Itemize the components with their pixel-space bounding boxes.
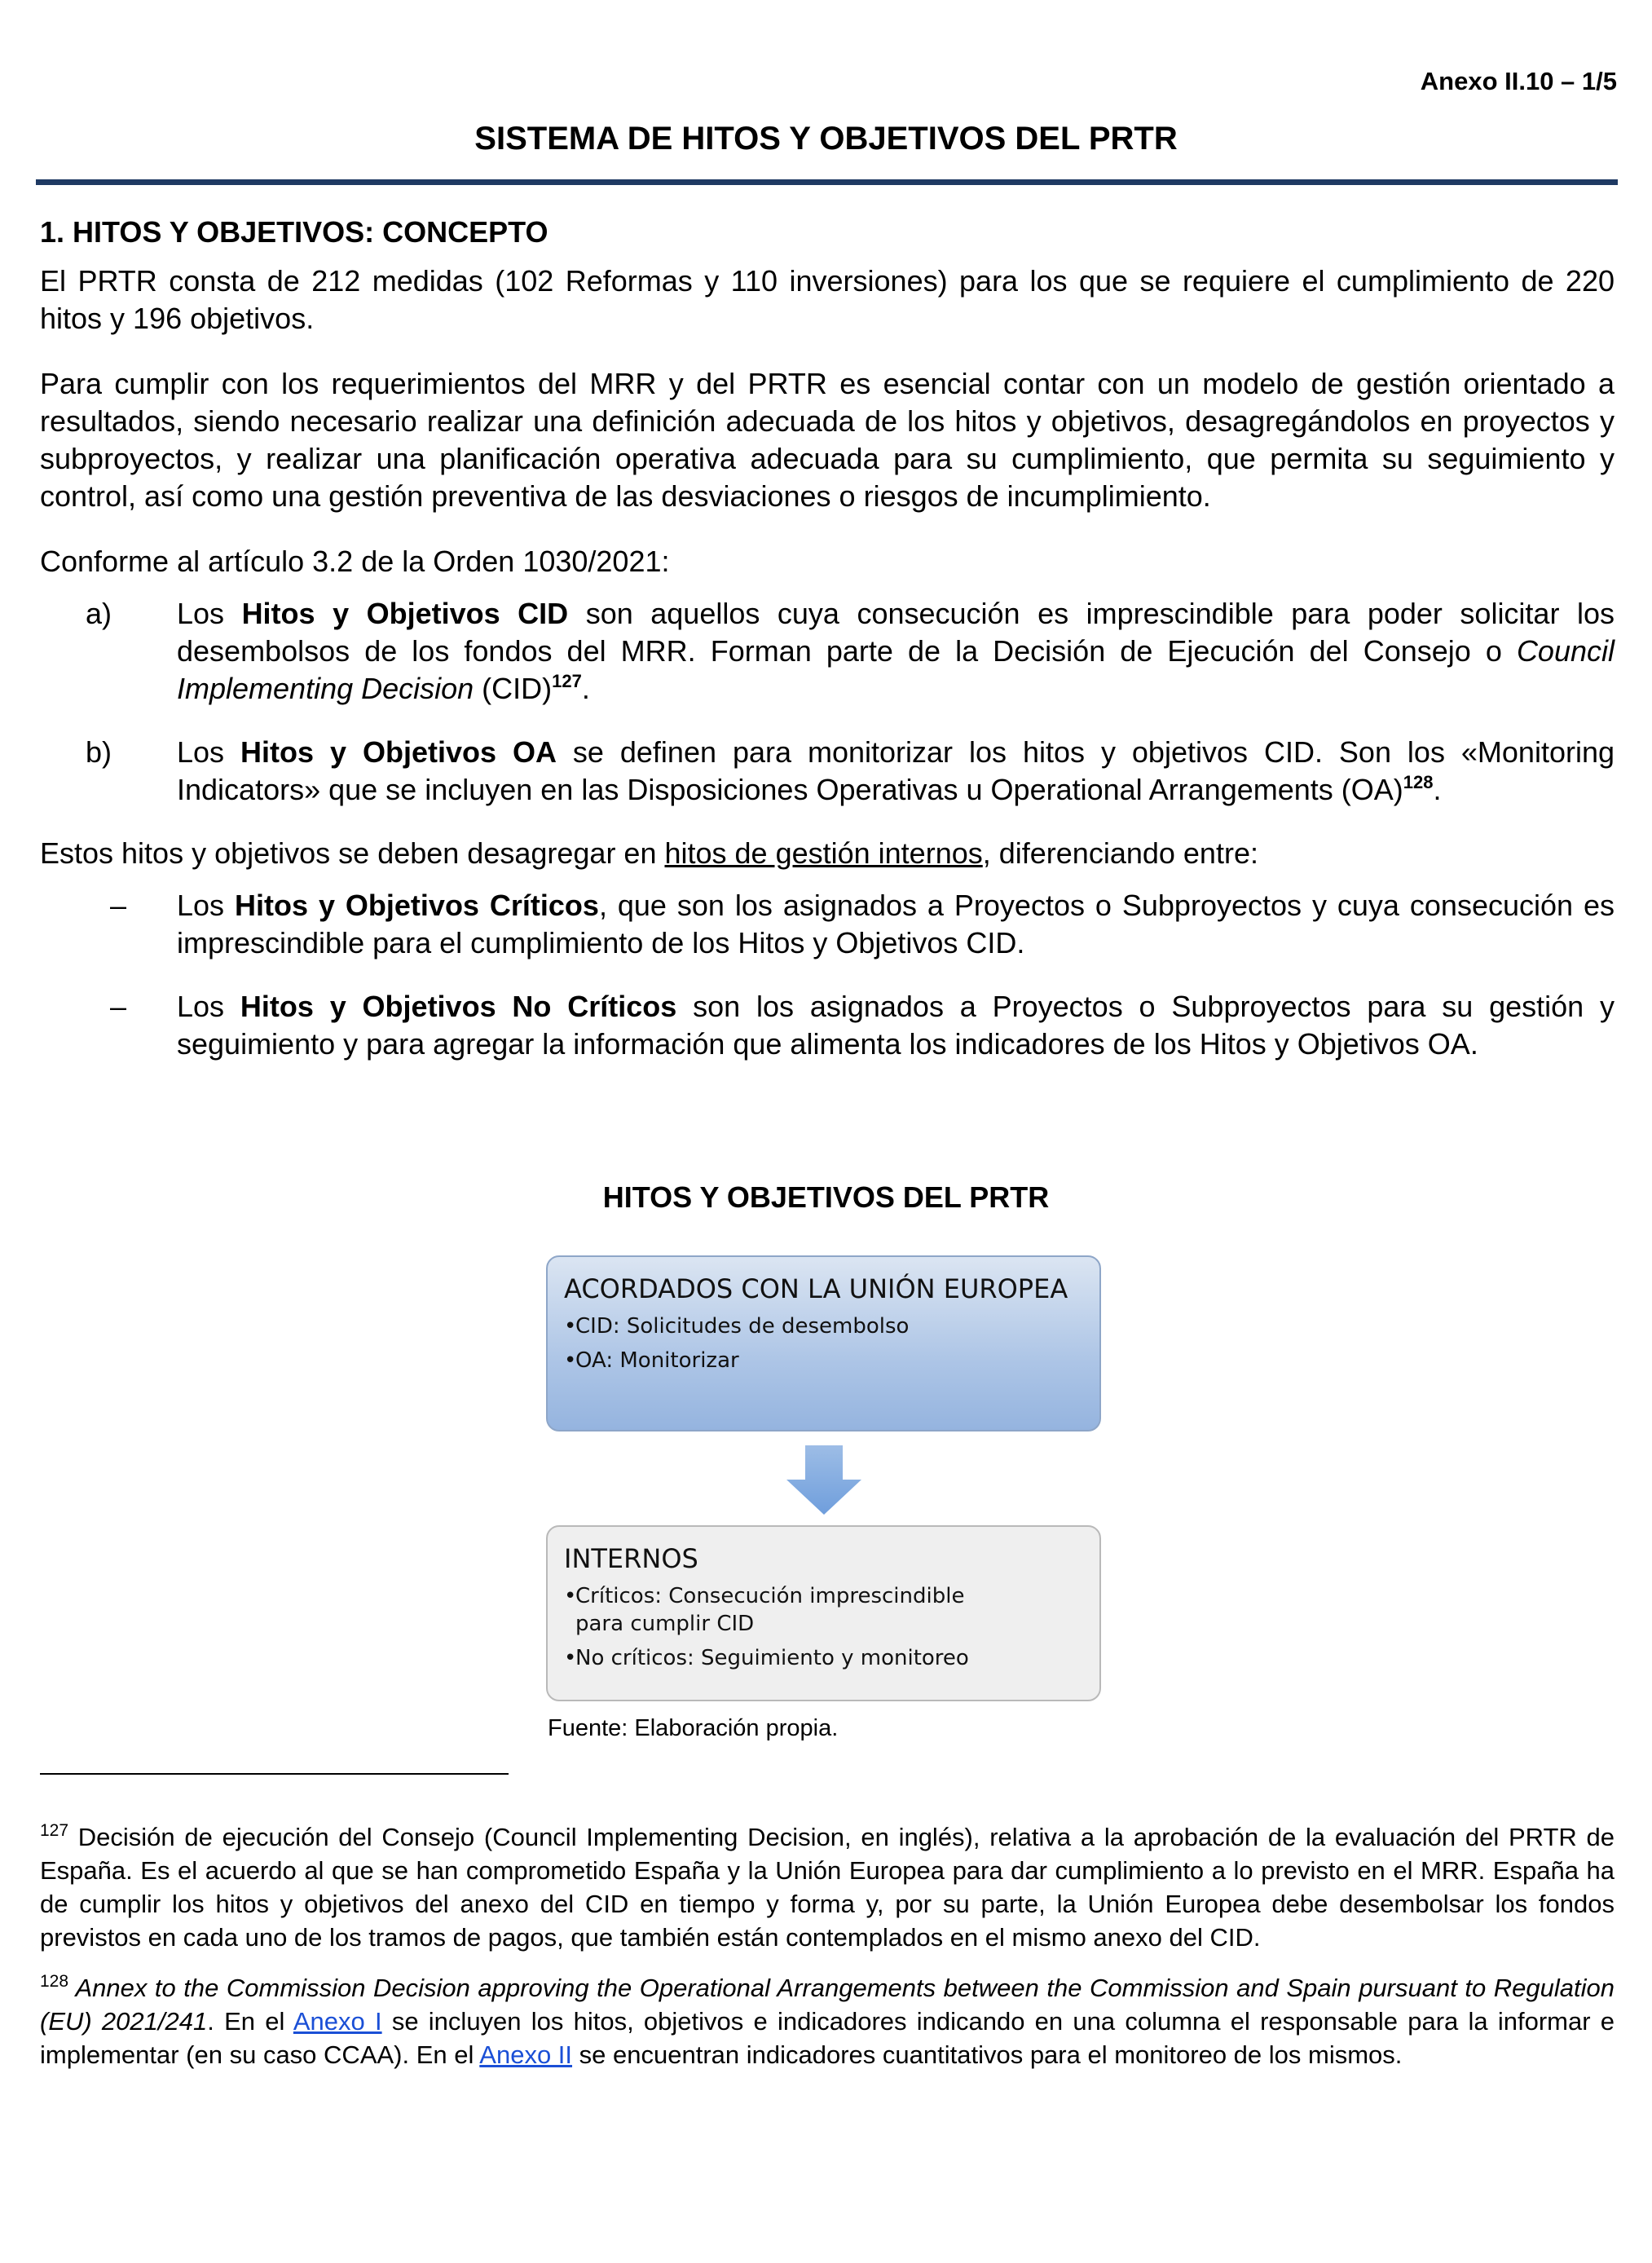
text-run: Estos hitos y objetivos se deben desagregar en	[40, 836, 665, 870]
lettered-list	[40, 595, 1615, 809]
bold-term-critical: Hitos y Objetivos Críticos	[235, 889, 599, 922]
bullet-dot: •	[564, 1584, 577, 1608]
bullet-text-critical: Críticos: Consecución imprescindible para cumplir CID	[575, 1584, 965, 1636]
footnote-number: 128	[40, 1972, 69, 1991]
bullet-text-noncritical: No críticos: Seguimiento y monitoreo	[575, 1646, 969, 1670]
diagram-box-eu	[546, 1255, 1101, 1431]
text-run: . En el	[207, 2007, 293, 2036]
footnotes	[40, 1820, 1615, 2089]
text-run: .	[1433, 773, 1442, 806]
box-bullet	[564, 1582, 1083, 1638]
list-item-a	[40, 595, 1615, 708]
text-run: son los asignados a Proyectos o Subproyectos para su gestión y seguimiento y para agregar la información que alimenta los indicadores de los Hitos y Objetivos OA.	[177, 990, 1615, 1061]
bullet-dot: •	[564, 1646, 577, 1670]
bullet-text-oa: OA: Monitorizar	[575, 1348, 739, 1373]
figure-title: HITOS Y OBJETIVOS DEL PRTR	[602, 1180, 1050, 1214]
text-run: se encuentran indicadores cuantitativos para el monitoreo de los mismos.	[572, 2040, 1403, 2069]
text-run: .	[581, 672, 590, 705]
dash-text-critical	[177, 887, 1615, 962]
list-marker-b: b)	[86, 735, 112, 769]
down-arrow-icon	[786, 1445, 861, 1515]
footnote-italic-title: Annex to the Commission Decision approving the Operational Arrangements between the Commission and Spain pursuant to Regulation (EU) 2021/241	[40, 1974, 1615, 2036]
text-run: Los	[177, 735, 241, 769]
list-text-b	[177, 734, 1615, 809]
figure-source: Fuente: Elaboración propia.	[548, 1715, 839, 1741]
footnote-separator	[40, 1773, 509, 1775]
footnote-ref-127[interactable]: 127	[552, 671, 582, 691]
paragraph-management-model: Para cumplir con los requerimientos del MRR y del PRTR es esencial contar con un modelo de gestión orientado a resultados, siendo necesario realizar una definición adecuada de los hitos y objetivos, desagregándolos en proyectos y subproyectos, y realizar una planificación operativa adecuada para su cumplimiento, que permita su seguimiento y control, así como una gestión preventiva de las desviaciones o riesgos de incumplimiento.	[40, 367, 1615, 513]
dash-item-noncritical	[40, 988, 1615, 1063]
paragraph-internal-milestones	[40, 835, 1615, 872]
section-heading: 1. HITOS Y OBJETIVOS: CONCEPTO	[40, 215, 548, 249]
dash-marker: –	[110, 990, 127, 1023]
bullet-dot: •	[564, 1314, 577, 1339]
box-heading-internal: INTERNOS	[564, 1543, 698, 1574]
dash-marker: –	[110, 889, 127, 922]
box-bullet	[564, 1644, 1083, 1672]
text-run: Los	[177, 990, 240, 1023]
bold-term-oa: Hitos y Objetivos OA	[240, 735, 557, 769]
dash-list	[40, 887, 1615, 1063]
bullet-text-cid: CID: Solicitudes de desembolso	[575, 1314, 910, 1339]
annex-page-label: Anexo II.10 – 1/5	[1420, 67, 1617, 95]
dash-item-critical	[40, 887, 1615, 962]
list-text-a	[177, 595, 1615, 708]
link-anexo-ii[interactable]: Anexo II	[479, 2040, 573, 2069]
bullet-dot: •	[564, 1348, 577, 1373]
italic-term: Council Implementing Decision	[177, 634, 1615, 705]
underlined-term: hitos de gestión internos	[664, 836, 983, 870]
bold-term-noncritical: Hitos y Objetivos No Críticos	[240, 990, 677, 1023]
footnote-text: Decisión de ejecución del Consejo (Council Implementing Decision, en inglés), relativa a la aprobación de la evaluación del PRTR de España. Es el acuerdo al que se han comprometido España y la Unión Europea para dar cumplimiento a lo previsto en el MRR. España ha de cumplir los hitos y objetivos del anexo del CID en tiempo y forma y, por su parte, la Unión Europea debe desembolsar los fondos previstos en cada uno de los tramos de pagos, que también están contemplados en el mismo anexo del CID.	[40, 1823, 1615, 1952]
title-divider	[36, 179, 1618, 185]
list-item-b	[40, 734, 1615, 809]
footnote-number: 127	[40, 1821, 69, 1840]
footnote-ref-128[interactable]: 128	[1403, 772, 1434, 792]
text-run: (CID)	[474, 672, 553, 705]
text-run: se definen para monitorizar los hitos y objetivos CID. Son los «Monitoring Indicators» que se incluyen en las Disposiciones Operativas u Operational Arrangements (OA)	[177, 735, 1615, 806]
footnote-128	[40, 1971, 1615, 2071]
dash-text-noncritical	[177, 988, 1615, 1063]
text-run: se incluyen los hitos, objetivos e indicadores indicando en una columna el responsable para la informar e implementar (en su caso CCAA). En el	[40, 2007, 1615, 2069]
paragraph-measures: El PRTR consta de 212 medidas (102 Reformas y 110 inversiones) para los que se requiere el cumplimiento de 220 hitos y 196 objetivos.	[40, 264, 1615, 335]
section-concept	[40, 214, 1615, 1089]
text-run: son aquellos cuya consecución es imprescindible para poder solicitar los desembolsos de los fondos del MRR. Forman parte de la Decisión de Ejecución del Consejo o	[177, 597, 1615, 668]
text-run: Los	[177, 597, 242, 630]
box-bullet	[564, 1312, 1083, 1340]
footnote-127	[40, 1820, 1615, 1954]
paragraph-order-reference: Conforme al artículo 3.2 de la Orden 1030/2021:	[40, 545, 670, 578]
box-heading-eu: ACORDADOS CON LA UNIÓN EUROPEA	[564, 1273, 1068, 1304]
text-run: , diferenciando entre:	[982, 836, 1258, 870]
text-run: Los	[177, 889, 235, 922]
list-marker-a: a)	[86, 597, 112, 630]
box-bullet	[564, 1347, 1083, 1374]
link-anexo-i[interactable]: Anexo I	[293, 2007, 382, 2036]
bold-term-cid: Hitos y Objetivos CID	[241, 597, 569, 630]
text-run: , que son los asignados a Proyectos o Subproyectos y cuya consecución es imprescindible para el cumplimiento de los Hitos y Objetivos CID.	[177, 889, 1615, 959]
page-title: SISTEMA DE HITOS Y OBJETIVOS DEL PRTR	[474, 121, 1178, 157]
diagram-box-internal	[546, 1525, 1101, 1701]
